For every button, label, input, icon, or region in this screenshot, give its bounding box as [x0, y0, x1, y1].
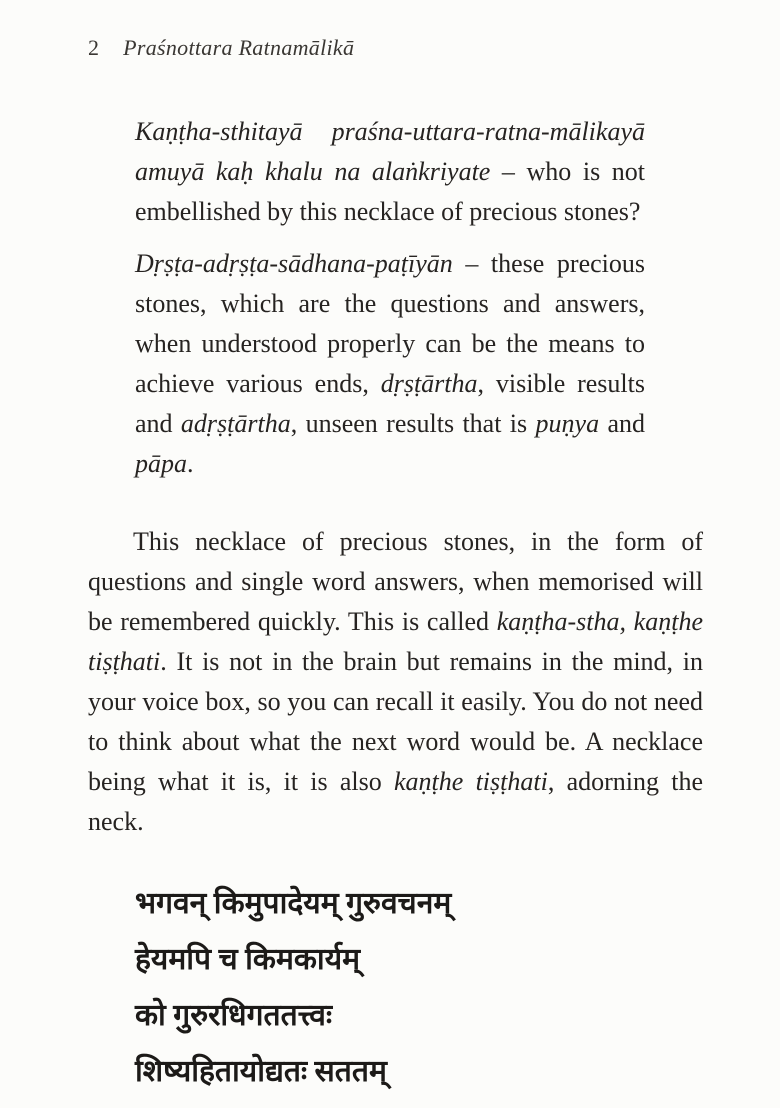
- text-segment: adṛṣṭārtha: [180, 409, 291, 438]
- verse-line: को गुरुरधिगततत्त्वः: [135, 999, 333, 1032]
- text-segment: and: [599, 409, 645, 438]
- verse-line: भगवन् किमुपादेयम् गुरुवचनम्: [135, 887, 452, 920]
- verse-line: शिष्यहितायोद्यतः सततम्: [135, 1055, 387, 1088]
- text-segment: . It is not in the brain but remains in the mind, in your voice box, so you can recall it easily. You do not need to think about what the next word would be. A necklace being what it is, it is also: [88, 647, 703, 796]
- text-segment: kaṇṭha-stha, kaṇṭhe tiṣṭhati: [88, 607, 703, 676]
- text-segment: – these precious stones, which are the questions and answers, when understood properly can be the means to achieve various ends,: [135, 249, 645, 398]
- text-segment: , unseen results that is: [290, 409, 536, 438]
- text-segment: Kaṇṭha-sthitayā praśna-uttara-ratna-mālikayā amuyā kaḥ khalu na alaṅkriyate: [135, 117, 645, 186]
- text-segment: pāpa: [135, 449, 187, 478]
- text-segment: kaṇṭhe tiṣṭhati: [394, 767, 548, 796]
- text-segment: Dṛṣṭa-adṛṣṭa-sādhana-paṭīyān: [135, 249, 453, 278]
- commentary-quote-block: [135, 112, 645, 484]
- page-header: [88, 34, 703, 62]
- page-number: 2: [88, 35, 100, 60]
- text-segment: puṇya: [535, 409, 600, 438]
- sanskrit-verse: [135, 876, 703, 1100]
- text-segment: – who is not embellished by this necklace of precious stones?: [135, 157, 645, 226]
- running-title: Praśnottara Ratnamālikā: [123, 35, 355, 60]
- text-segment: , adorning the neck.: [88, 767, 703, 836]
- text-segment: .: [187, 449, 194, 478]
- body-paragraph: [88, 522, 703, 842]
- verse-line: हेयमपि च किमकार्यम्: [135, 943, 361, 976]
- text-segment: dṛṣṭārtha: [380, 369, 478, 398]
- quote-paragraph-kantha-sthitaya: [135, 112, 645, 232]
- text-segment: This necklace of precious stones, in the form of questions and single word answers, when memorised will be remembered quickly. This is called: [88, 527, 703, 636]
- text-segment: , visible results and: [135, 369, 645, 438]
- quote-paragraph-drsta-adrsta: [135, 244, 645, 484]
